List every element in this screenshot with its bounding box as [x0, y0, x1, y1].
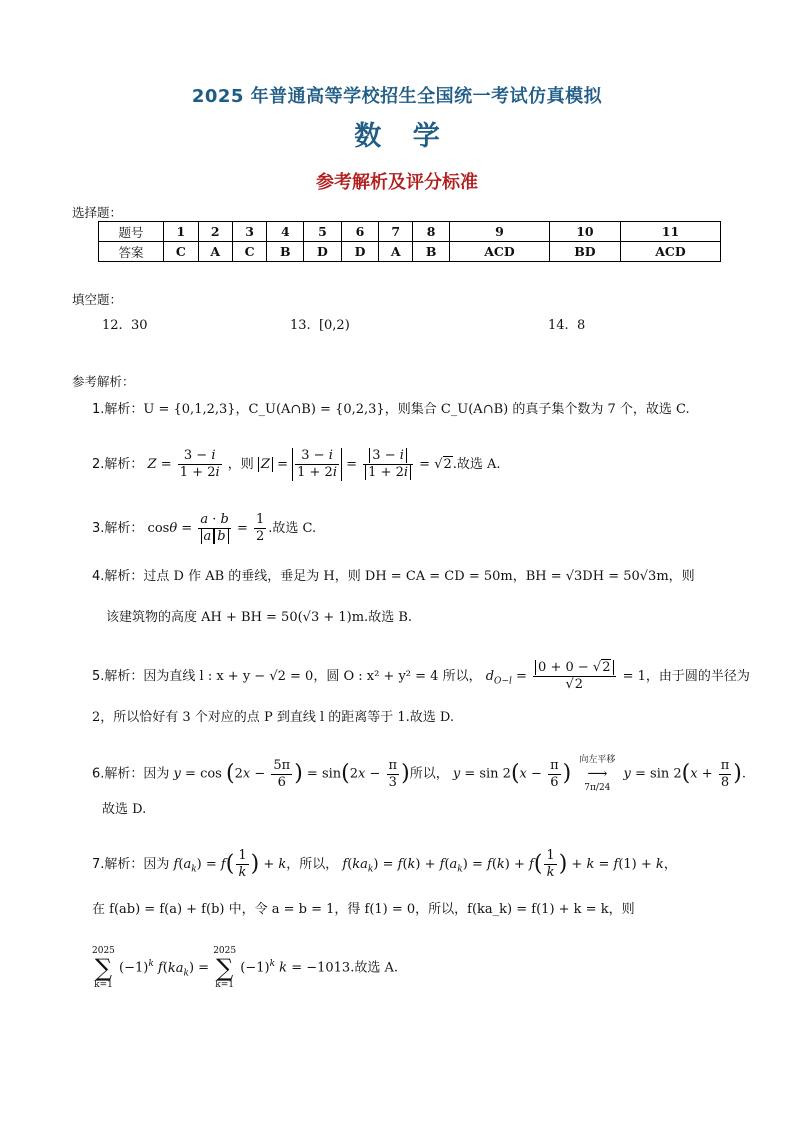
question-number: 1 — [164, 222, 199, 242]
question-number: 7 — [379, 222, 413, 242]
answer-cell: D — [341, 242, 379, 262]
question-number: 4 — [267, 222, 304, 242]
answer-cell: C — [164, 242, 199, 262]
summation: 2025 ∑ k=1 — [213, 946, 237, 990]
solution-7-line-1: 7.解析：因为 $f(a_k) = f$( $\frac{1}{k}$ ) + k，所以， $f(ka_k) = f(k) + f(a_k) = f(k) + f$( $\frac{1}{k}$ ) + k = f(1) + k， — [92, 848, 677, 880]
table-row — [99, 222, 721, 242]
solution-text: U = {0,1,2,3}，C_U(A∩B) = {0,2,3}，则集合 C_U(A∩B) 的真子集个数为 7 个，故选 C. — [143, 402, 690, 417]
fill-value: [0,2) — [318, 318, 350, 333]
fraction: $\frac{0 + 0 - √2}{√2}$ — [533, 660, 616, 693]
fill-value: 8 — [576, 318, 586, 333]
solution-1 — [92, 400, 690, 420]
solution-7-line-2: 在 f(ab) = f(a) + f(b) 中，令 a = b = 1，得 f(1) = 0，所以，f(ka_k) = f(1) + k = k，则 — [92, 902, 635, 917]
answer-cell: B — [413, 242, 450, 262]
solution-3: 3.解析： cosθ = $\frac{a \cdot b}{\text{a b}}$ = $\frac{1}{2}$ .故选 C. — [92, 512, 317, 544]
solution-prefix: 1.解析： — [92, 402, 144, 417]
fill-number: 14. — [548, 318, 569, 333]
answer-table — [98, 221, 721, 262]
fill-number: 12. — [102, 318, 123, 333]
fill-number: 13. — [290, 318, 311, 333]
subject-title: 数 学 — [354, 121, 440, 152]
solution-prefix: 5.解析： — [92, 669, 144, 684]
solution-7-line-3: 2025 ∑ k=1 $(-1)^k$ $f(ka_k)$ = 2025 ∑ k=1 $(-1)^k$ k = −1013.故选 A. — [92, 946, 398, 990]
shift-arrow: 向左平移 ⟶ 7π/24 — [579, 755, 616, 793]
question-number: 6 — [341, 222, 379, 242]
fraction: $\frac{\pi}{8}$ — [720, 757, 730, 790]
solution-5-line-2: 2，所以恰好有 3 个对应的点 P 到直线 l 的距离等于 1.故选 D. — [92, 710, 455, 725]
summation: 2025 ∑ k=1 — [92, 946, 115, 990]
fraction: $\frac{\pi}{6}$ — [550, 757, 559, 790]
table-header-label: 题号 — [99, 222, 164, 242]
subtitle: 参考解析及评分标准 — [316, 172, 478, 193]
answer-cell: A — [379, 242, 413, 262]
solution-prefix: 2.解析： — [92, 457, 144, 472]
solution-4-line-1 — [92, 567, 695, 587]
fill-answer-13 — [290, 318, 350, 333]
answer-cell: D — [304, 242, 342, 262]
question-number: 3 — [232, 222, 267, 242]
solutions-section-label: 参考解析： — [72, 374, 135, 389]
solution-prefix: 7.解析： — [92, 857, 144, 872]
choice-section-label: 选择题： — [72, 205, 123, 220]
answer-cell: C — [232, 242, 267, 262]
fraction: $\frac{1}{2}$ — [256, 512, 265, 544]
question-number: 5 — [304, 222, 342, 242]
solution-text: 因为直线 l : x + y − √2 = 0，圆 O : x² + y² = 4 所以， — [143, 669, 482, 684]
question-number: 10 — [549, 222, 620, 242]
fill-value: 30 — [130, 318, 148, 333]
solution-tail: .故选 C. — [268, 521, 317, 536]
answer-cell: BD — [549, 242, 620, 262]
solution-prefix: 6.解析： — [92, 766, 144, 782]
fraction: $\frac{\pi}{3}$ — [388, 757, 398, 790]
solution-text: 过点 D 作 AB 的垂线，垂足为 H，则 DH = CA = CD = 50m，BH = √3DH = 50√3m，则 — [143, 569, 695, 584]
solution-text: = 1，由于圆的半径为 — [622, 669, 750, 684]
fill-section-label: 填空题： — [72, 292, 123, 307]
fraction: $\frac{a \cdot b}{\text{a b}}$ — [200, 512, 229, 544]
solution-tail: = −1013.故选 A. — [291, 960, 398, 976]
question-number: 8 — [413, 222, 450, 242]
question-number: 11 — [620, 222, 720, 242]
question-number: 2 — [198, 222, 232, 242]
table-answer-label: 答案 — [99, 242, 164, 262]
solution-5-line-1: 5.解析：因为直线 l : x + y − √2 = 0，圆 O : x² + y² = 4 所以， $d_{O-l}$ = $\frac{0 + 0 - √2}{√2}$ = 1，由于圆的半径为 — [92, 660, 750, 692]
fraction: $\frac{5\pi}{6}$ — [273, 757, 291, 790]
solution-tail: .故选 A. — [452, 457, 501, 472]
fill-answer-14 — [548, 318, 585, 333]
solution-prefix: 4.解析： — [92, 569, 144, 584]
answer-cell: B — [267, 242, 304, 262]
exam-title: 2025 年普通高等学校招生全国统一考试仿真模拟 — [191, 86, 603, 107]
fill-answer-12 — [102, 318, 148, 333]
answer-cell: ACD — [449, 242, 549, 262]
answer-cell: ACD — [620, 242, 720, 262]
fraction: $\frac{3 - i}{1 + 2i}$ — [363, 448, 413, 481]
solution-2: 2.解析： Z = $\frac{3 - i}{1 + 2i}$ ，则 Z = $\frac{3 - i}{1 + 2i}$ = $\frac{3 - i}{1 + 2i}$ = √2.故选 A. — [92, 448, 501, 480]
fraction: $\frac{3 - i}{1 + 2i}$ — [179, 448, 220, 480]
solution-6-line-2: 故选 D. — [102, 802, 147, 817]
solution-4-line-2: 该建筑物的高度 AH + BH = 50(√3 + 1)m.故选 B. — [106, 610, 413, 625]
solution-prefix: 3.解析： — [92, 521, 144, 536]
solution-6-line-1: 6.解析：因为 y = cos (2x − $\frac{5\pi}{6}$ ) = sin(2x − $\frac{\pi}{3}$ )所以， y = sin 2(x − $\frac{\pi}{6}$ ) 向左平移 ⟶ 7π/24 y = sin 2(x + $\frac{\pi}{8}$ ). — [92, 752, 746, 796]
answer-cell: A — [198, 242, 232, 262]
table-row — [99, 242, 721, 262]
question-number: 9 — [449, 222, 549, 242]
